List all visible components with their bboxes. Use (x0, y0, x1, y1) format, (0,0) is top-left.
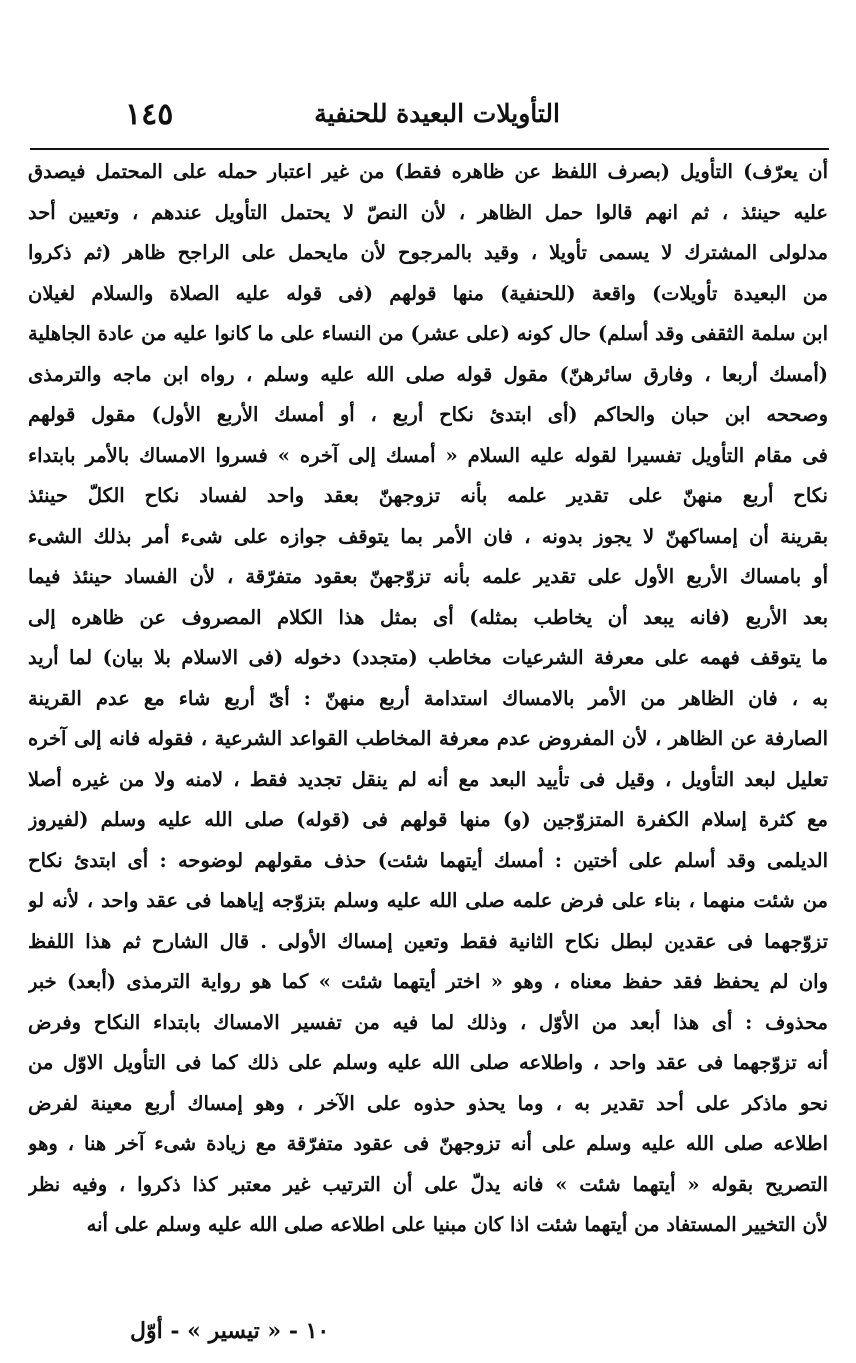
page-header (95, 95, 825, 145)
running-title: التأويلات البعيدة للحنفية (314, 99, 560, 128)
text-line: التصريح بقوله « أيتهما شئت » فانه يدلّ على أن الترتيب غير معتبر كذا ذكروا ، وفيه نظر (28, 1172, 828, 1196)
text-line: أن يعرّف) التأويل (بصرف اللفظ عن ظاهره فقط) من غير اعتبار حمله على المحتمل فيصدق (28, 160, 828, 183)
body-text (28, 152, 828, 1246)
text-line: وان لم يحفظ فقد حفظ معناه ، وهو « اختر أيتهما شئت » كما هو رواية الترمذى (أبعد) خبر (28, 970, 828, 993)
header-rule (30, 148, 829, 150)
text-line: لأن التخيير المستفاد من أيتهما شئت اذا كان مبنيا على اطلاعه صلى الله عليه وسلم على أنه (86, 1213, 828, 1236)
text-line: ابن سلمة الثقفى وقد أسلم) حال كونه (على عشر) من النساء على ما كانوا عليه من عادة الجاهلية (28, 322, 828, 345)
text-line: من البعيدة تأويلات) واقعة (للحنفية) منها قولهم (فى قوله عليه الصلاة والسلام لغيلان (28, 281, 828, 305)
text-line: مدلولى المشترك لا يسمى تأويلا ، وقيد بالمرجوح لأن مايحمل على الراجح ظاهر (ثم ذكروا (28, 241, 828, 264)
text-line: فى مقام التأويل تفسيرا لقوله عليه السلام « أمسك إلى آخره » فسروا الامساك بالأمر بابتداء (28, 443, 828, 467)
text-line: نكاح أربع منهنّ على تقدير علمه بأنه تزوجهنّ بعقد واحد لفساد نكاح الكلّ حينئذ (28, 484, 828, 507)
text-line: الصارفة عن الظاهر ، لأن المفروض عدم معرفة المخاطب القواعد الشرعية ، فقوله فانه إلى آخره (28, 727, 828, 750)
text-line: نحو ماذكر على أحد تقدير به ، وما يحذو حذوه على الآخر ، وهو إمساك أربع معينة لفرض (28, 1091, 828, 1115)
text-line: اطلاعه صلى الله عليه وسلم على أنه تزوجهنّ فى عقود متفرّقة مع زيادة شىء آخر هنا ، وهو (28, 1132, 828, 1155)
text-line: عليه حينئذ ، ثم انهم قالوا حمل الظاهر ، لأن النصّ لا يحتمل التأويل عندهم ، وتعيين أحد (28, 200, 828, 224)
page-number: ١٤٥ (125, 97, 174, 132)
text-line: بقرينة أن إمساكهنّ لا يجوز بدونه ، فان الأمر بما يتوقف جوازه على شىء أمر بذلك الشىء (28, 524, 828, 548)
text-line: من شئت منهما ، بناء على فرض علمه صلى الله عليه وسلم بتزوّجه إياهما فى عقد واحد ، لأنه لو (28, 889, 828, 912)
text-line: محذوف : أى هذا أبعد من الأوّل ، وذلك لما فيه من تفسير الامساك بابتداء النكاح وفرض (28, 1010, 828, 1034)
text-line: تعليل لبعد التأويل ، وقيل فى تأييد البعد مع أنه لم ينقل تجديد فقط ، لامنه ولا من غيره أصلا (28, 767, 828, 791)
text-line: مع كثرة إسلام الكفرة المتزوّجين (و) منها قولهم فى (قوله) صلى الله عليه وسلم (لفيروز (28, 808, 828, 831)
text-line: أو بامساك الأربع الأول على تقدير علمه بأنه تزوّجهنّ بعقود متفرّقة ، لأن الفساد حينئذ فيما (28, 565, 828, 588)
printer-signature: ١٠ - « تيسير » - أوّل (130, 1318, 330, 1344)
text-line: أنه تزوّجهما فى عقد واحد ، واطلاعه صلى الله عليه وسلم على ذلك كما فى التأويل الاوّل من (28, 1051, 828, 1074)
text-line: وصححه ابن حبان والحاكم (أى ابتدئ نكاح أربع ، أو أمسك الأربع الأول) مقول قولهم (28, 403, 828, 426)
text-line: الديلمى وقد أسلم على أختين : أمسك أيتهما شئت) حذف مقولهم لوضوحه : أى ابتدئ نكاح (28, 848, 828, 872)
text-line: ما يتوقف فهمه على معرفة الشرعيات مخاطب (متجدد) دخوله (فى الاسلام بلا بيان) لما أريد (28, 646, 828, 669)
text-line: (أمسك أربعا ، وفارق سائرهنّ) مقول قوله صلى الله عليه وسلم ، رواه ابن ماجه والترمذى (28, 362, 828, 386)
text-line: بعد الأربع (فانه يبعد أن يخاطب بمثله) أى بمثل هذا الكلام المصروف عن ظاهره إلى (28, 605, 828, 629)
text-line: تزوّجهما فى عقدين لبطل نكاح الثانية فقط وتعين إمساك الأولى . قال الشارح ثم هذا اللفظ (28, 929, 828, 953)
text-line: به ، فان الظاهر من الأمر بالامساك استدامة أربع منهنّ : أىّ أربع شاء مع عدم القرينة (28, 686, 828, 710)
